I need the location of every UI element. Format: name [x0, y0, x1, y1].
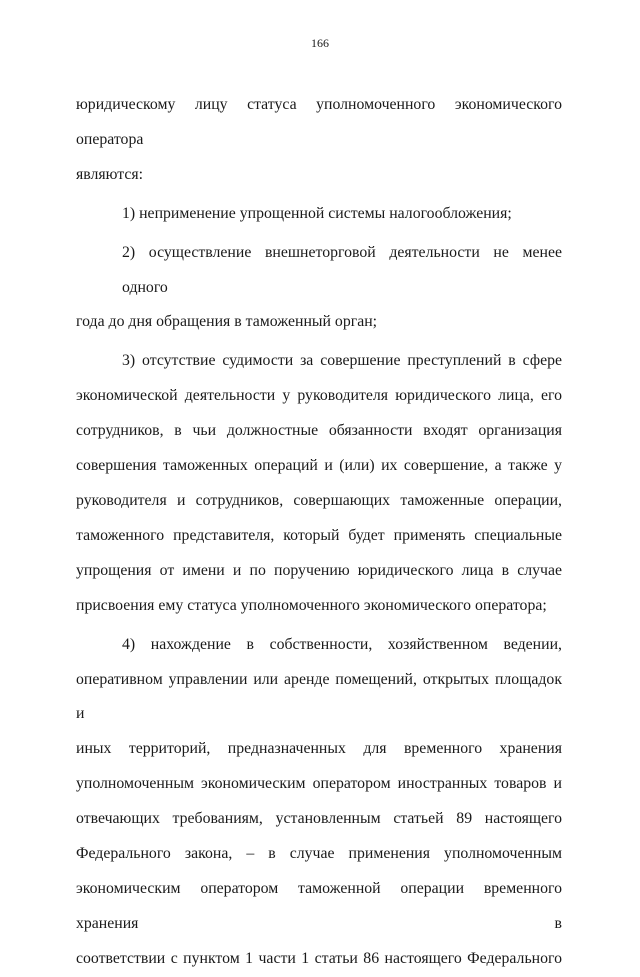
- text-line: 1) неприменение упрощенной системы налогообложения;: [122, 204, 512, 222]
- text-line: руководителя и сотрудников, совершающих таможенные операции,: [76, 491, 562, 509]
- text-line: отвечающих требованиям, установленным статьей 89 настоящего: [76, 810, 562, 828]
- text-line: экономической деятельности у руководителя юридического лица, его: [76, 387, 562, 405]
- paragraph-item-4: [76, 628, 562, 977]
- document-body: [76, 88, 562, 977]
- paragraph-item-1: [76, 197, 562, 232]
- text-line: 4) нахождение в собственности, хозяйственном ведении,: [122, 635, 562, 653]
- text-line: присвоения ему статуса уполномоченного экономического оператора;: [76, 596, 547, 614]
- text-line: таможенного представителя, который будет применять специальные: [76, 526, 562, 544]
- text-line: юридическому лицу статуса уполномоченного экономического оператора: [76, 96, 562, 148]
- text-line: оперативном управлении или аренде помещений, открытых площадок и: [76, 670, 562, 723]
- text-line: совершения таможенных операций и (или) их совершение, а также у: [76, 457, 562, 475]
- text-line: Федерального закона, – в случае применения уполномоченным: [76, 845, 562, 863]
- text-line: иных территорий, предназначенных для временного хранения: [76, 740, 562, 758]
- text-line: 3) отсутствие судимости за совершение преступлений в сфере: [122, 352, 562, 370]
- paragraph-intro: [76, 88, 562, 193]
- paragraph-item-3: [76, 344, 562, 623]
- text-line: года до дня обращения в таможенный орган;: [76, 313, 378, 331]
- text-line: сотрудников, в чьи должностные обязанности входят организация: [76, 422, 562, 440]
- paragraph-item-2: [76, 236, 562, 341]
- text-line: 2) осуществление внешнеторговой деятельности не менее одного: [122, 243, 562, 296]
- text-line: соответствии с пунктом 1 части 1 статьи 86 настоящего Федерального: [76, 949, 562, 967]
- page-number: 166: [311, 36, 329, 50]
- text-line: экономическим оператором таможенной операции временного хранения в: [76, 879, 562, 932]
- text-line: упрощения от имени и по поручению юридического лица в случае: [76, 561, 562, 579]
- text-line: уполномоченным экономическим оператором иностранных товаров и: [76, 775, 562, 793]
- text-line: являются:: [76, 165, 144, 183]
